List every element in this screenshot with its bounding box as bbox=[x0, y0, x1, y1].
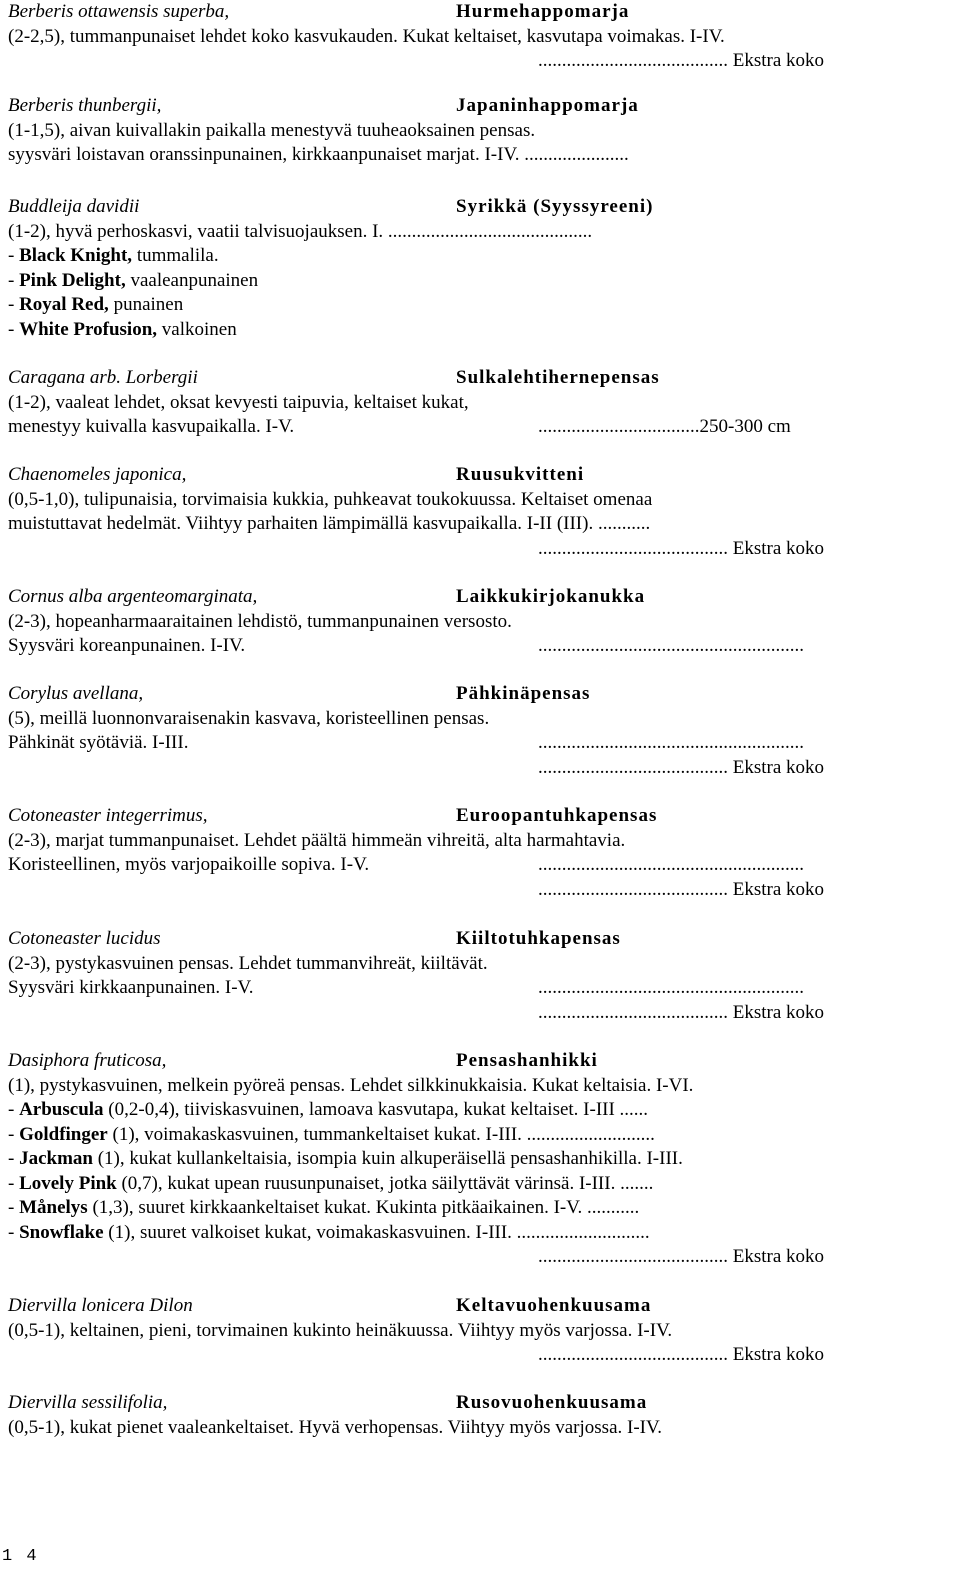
cultivar-text: punainen bbox=[113, 294, 184, 315]
cultivar-text: valkoinen bbox=[161, 318, 237, 340]
description-text: menestyy kuivalla kasvupaikalla. I-V. bbox=[8, 416, 295, 437]
extra-size: ........................................ Ekstra koko bbox=[538, 1246, 825, 1267]
cultivar-line: - Snowflake (1), suuret valkoiset kukat, voimakaskasvuinen. I-III. ............................ bbox=[8, 1221, 650, 1243]
plant-entry bbox=[8, 0, 928, 74]
size-line bbox=[8, 878, 928, 903]
description-line: (1-2), vaaleat lehdet, oksat kevyesti taipuvia, keltaiset kukat, bbox=[8, 391, 469, 413]
entry-heading bbox=[8, 195, 928, 220]
cultivar-text: vaaleanpunainen bbox=[130, 269, 259, 291]
common-name: Ruusukvitteni bbox=[456, 464, 585, 485]
plant-entry bbox=[8, 463, 928, 561]
cultivar-text: (1), kukat kullankeltaisia, isompia kuin alkuperäisellä pensashanhikilla. I-III. bbox=[97, 1148, 683, 1169]
latin-name: Chaenomeles japonica, bbox=[8, 464, 187, 485]
entry-heading bbox=[8, 463, 928, 488]
cultivar-text: (1), suuret valkoiset kukat, voimakaskasvuinen. I-III. ............................ bbox=[108, 1221, 650, 1243]
common-name: Euroopantuhkapensas bbox=[456, 805, 658, 826]
size-line bbox=[8, 537, 928, 562]
cultivar-text: (0,7), kukat upean ruusunpunaiset, jotka säilyttävät värinsä. I-III. ....... bbox=[121, 1172, 654, 1194]
cultivar-text: (0,2-0,4), tiiviskasvuinen, lamoava kasvutapa, kukat keltaiset. I-III ...... bbox=[108, 1099, 649, 1120]
cultivar-name: Jackman bbox=[19, 1148, 93, 1169]
entry-heading bbox=[8, 927, 928, 952]
extra-size: ........................................ Ekstra koko bbox=[538, 537, 825, 559]
common-name: Laikkukirjokanukka bbox=[456, 586, 646, 607]
extra-size: ........................................ Ekstra koko bbox=[538, 878, 825, 900]
leader-dots: ........................................................ bbox=[538, 977, 804, 998]
description-line: (2-3), pystykasvuinen pensas. Lehdet tummanvihreät, kiiltävät. bbox=[8, 952, 488, 974]
cultivar-line: - Black Knight, tummalila. bbox=[8, 245, 219, 266]
description-line bbox=[8, 731, 928, 756]
common-name: Sulkalehtihernepensas bbox=[456, 367, 660, 388]
cultivar-name: Royal Red, bbox=[19, 294, 109, 315]
latin-name: Berberis ottawensis superba, bbox=[8, 1, 230, 22]
entry-heading bbox=[8, 1049, 928, 1074]
entry-heading bbox=[8, 585, 928, 610]
extra-size: ........................................ Ekstra koko bbox=[538, 1001, 825, 1023]
entry-heading bbox=[8, 0, 928, 25]
plant-entry bbox=[8, 585, 928, 659]
latin-name: Diervilla sessilifolia, bbox=[8, 1392, 168, 1413]
plant-entry bbox=[8, 804, 928, 902]
latin-name: Caragana arb. Lorbergii bbox=[8, 367, 198, 388]
size-line bbox=[8, 1001, 928, 1026]
common-name: Hurmehappomarja bbox=[456, 1, 630, 22]
latin-name: Cornus alba argenteomarginata, bbox=[8, 586, 258, 607]
cultivar-line: - Månelys (1,3), suuret kirkkaankeltaiset kukat. Kukinta pitkäaikainen. I-V. ........... bbox=[8, 1197, 640, 1218]
size-line bbox=[8, 1245, 928, 1270]
description-text: Koristeellinen, myös varjopaikoille sopiva. I-V. bbox=[8, 854, 370, 875]
description-line: (2-2,5), tummanpunaiset lehdet koko kasvukauden. Kukat keltaiset, kasvutapa voimakas. I-IV. bbox=[8, 25, 725, 47]
entry-heading bbox=[8, 804, 928, 829]
plant-entry bbox=[8, 1049, 928, 1270]
extra-size: ........................................ Ekstra koko bbox=[538, 756, 825, 778]
cultivar-line: - Lovely Pink (0,7), kukat upean ruusunpunaiset, jotka säilyttävät värinsä. I-III. ....... bbox=[8, 1172, 654, 1194]
cultivar-line: - Royal Red, punainen bbox=[8, 294, 184, 315]
description-line bbox=[8, 415, 928, 440]
cultivar-text: tummalila. bbox=[136, 245, 219, 266]
description-line: (1-1,5), aivan kuivallakin paikalla menestyvä tuuheaoksainen pensas. bbox=[8, 119, 536, 141]
description-text: Pähkinät syötäviä. I-III. bbox=[8, 732, 189, 753]
size-info bbox=[538, 415, 791, 440]
entry-heading bbox=[8, 1391, 928, 1416]
plant-entry bbox=[8, 927, 928, 1025]
cultivar-name: Månelys bbox=[19, 1197, 88, 1218]
description-line: (2-3), hopeanharmaaraitainen lehdistö, tummanpunainen versosto. bbox=[8, 610, 512, 632]
page-number: 1 4 bbox=[2, 1547, 39, 1566]
size-line bbox=[8, 1343, 928, 1368]
entry-heading bbox=[8, 94, 928, 119]
entry-heading bbox=[8, 682, 928, 707]
plant-entry bbox=[8, 682, 928, 780]
common-name: Pähkinäpensas bbox=[456, 683, 591, 704]
description-text: Syysväri kirkkaanpunainen. I-V. bbox=[8, 977, 254, 998]
description-line: (0,5-1,0), tulipunaisia, torvimaisia kukkia, puhkeavat toukokuussa. Keltaiset omenaa bbox=[8, 488, 653, 510]
leader-dots: ........................................................ bbox=[538, 635, 804, 656]
common-name: Keltavuohenkuusama bbox=[456, 1295, 652, 1316]
cultivar-line: - Jackman (1), kukat kullankeltaisia, isompia kuin alkuperäisellä pensashanhikilla. I-III. bbox=[8, 1148, 683, 1169]
latin-name: Dasiphora fruticosa, bbox=[8, 1050, 167, 1071]
cultivar-line: - Arbuscula (0,2-0,4), tiiviskasvuinen, lamoava kasvutapa, kukat keltaiset. I-III ...... bbox=[8, 1099, 649, 1120]
description-line: (0,5-1), keltainen, pieni, torvimainen kukinto heinäkuussa. Viihtyy myös varjossa. I-IV. bbox=[8, 1319, 673, 1341]
cultivar-name: Arbuscula bbox=[19, 1099, 104, 1120]
cultivar-text: (1), voimakaskasvuinen, tummankeltaiset kukat. I-III. ........................... bbox=[112, 1123, 655, 1145]
plant-entry bbox=[8, 1391, 928, 1440]
latin-name: Corylus avellana, bbox=[8, 683, 144, 704]
plant-entry bbox=[8, 366, 928, 440]
entry-heading bbox=[8, 366, 928, 391]
latin-name: Cotoneaster lucidus bbox=[8, 928, 161, 949]
leader-dots: ........................................................ bbox=[538, 732, 804, 753]
size-value: 250-300 cm bbox=[699, 416, 791, 437]
description-line: (5), meillä luonnonvaraisenakin kasvava, koristeellinen pensas. bbox=[8, 707, 490, 729]
description-line bbox=[8, 634, 928, 659]
size-line bbox=[8, 756, 928, 781]
latin-name: Cotoneaster integerrimus, bbox=[8, 805, 208, 826]
common-name: Pensashanhikki bbox=[456, 1050, 598, 1071]
plant-entry bbox=[8, 1294, 928, 1368]
size-line bbox=[8, 49, 928, 74]
description-line: (2-3), marjat tummanpunaiset. Lehdet päältä himmeän vihreitä, alta harmahtavia. bbox=[8, 829, 626, 851]
common-name: Kiiltotuhkapensas bbox=[456, 928, 621, 949]
plant-entry bbox=[8, 195, 928, 342]
description-line: (0,5-1), kukat pienet vaaleankeltaiset. Hyvä verhopensas. Viihtyy myös varjossa. I-IV. bbox=[8, 1416, 663, 1438]
common-name: Japaninhappomarja bbox=[456, 95, 639, 116]
size-dots: .................................. bbox=[538, 416, 700, 437]
common-name: Syrikkä (Syyssyreeni) bbox=[456, 196, 654, 217]
description-line: muistuttavat hedelmät. Viihtyy parhaiten lämpimällä kasvupaikalla. I-II (III). ........... bbox=[8, 513, 651, 534]
latin-name: Buddleija davidii bbox=[8, 196, 140, 217]
cultivar-name: White Profusion, bbox=[19, 318, 158, 340]
leader-dots: ........................................................ bbox=[538, 854, 804, 875]
extra-size: ........................................ Ekstra koko bbox=[538, 50, 825, 71]
cultivar-name: Lovely Pink bbox=[19, 1172, 117, 1194]
plant-entry bbox=[8, 94, 928, 168]
latin-name: Berberis thunbergii, bbox=[8, 95, 162, 116]
extra-size: ........................................ Ekstra koko bbox=[538, 1344, 825, 1365]
common-name: Rusovuohenkuusama bbox=[456, 1392, 648, 1413]
cultivar-name: Black Knight, bbox=[19, 245, 133, 266]
description-line: (1), pystykasvuinen, melkein pyöreä pensas. Lehdet silkkinukkaisia. Kukat keltaisia. I-VI. bbox=[8, 1074, 694, 1096]
description-line bbox=[8, 853, 928, 878]
cultivar-name: Pink Delight, bbox=[19, 269, 126, 291]
cultivar-text: (1,3), suuret kirkkaankeltaiset kukat. Kukinta pitkäaikainen. I-V. ........... bbox=[92, 1197, 640, 1218]
description-line bbox=[8, 976, 928, 1001]
description-text: Syysväri koreanpunainen. I-IV. bbox=[8, 635, 246, 656]
cultivar-line: - White Profusion, valkoinen bbox=[8, 318, 237, 340]
description-line: (1-2), hyvä perhoskasvi, vaatii talvisuojauksen. I. ........................................... bbox=[8, 220, 593, 242]
cultivar-name: Snowflake bbox=[19, 1221, 104, 1243]
description-line: syysväri loistavan oranssinpunainen, kirkkaanpunaiset marjat. I-IV. ...................... bbox=[8, 144, 629, 165]
latin-name: Diervilla lonicera Dilon bbox=[8, 1295, 193, 1316]
cultivar-line: - Pink Delight, vaaleanpunainen bbox=[8, 269, 259, 291]
cultivar-line: - Goldfinger (1), voimakaskasvuinen, tummankeltaiset kukat. I-III. ........................... bbox=[8, 1123, 655, 1145]
entry-heading bbox=[8, 1294, 928, 1319]
cultivar-name: Goldfinger bbox=[19, 1123, 108, 1145]
